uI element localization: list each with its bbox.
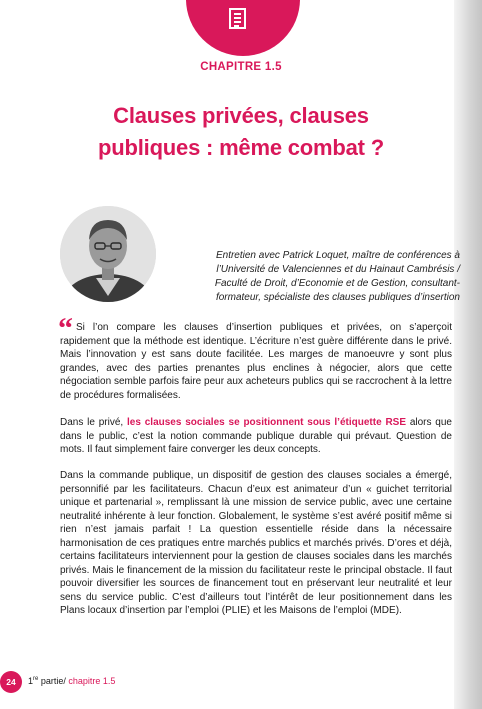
portrait-image <box>60 206 156 302</box>
footer-part-number: 1 <box>28 676 34 686</box>
footer-part-label: partie/ <box>38 676 69 686</box>
document-icon <box>229 8 246 29</box>
paragraph-2 <box>60 416 452 457</box>
paragraph-3: Dans la commande publique, un dispositif de gestion des clauses sociales a émergé, personnifié par les facilitateurs. Chacun d’eux est animateur d’un « guichet territorial unique et partenarial », remplissant là une mission de service public, avec une certaine neutralité inhérente à leur fonction. Globalement, le système s’est avéré positif même si rien n’est jamais parfait ! La question essentielle réside dans la nécessaire harmonisation de ces pratiques entre marchés publics et marchés privés. D’ores et déjà, certains facilitateurs interviennent pour la gestion de clauses sociales dans les marchés privés. Mais le financement de la mission du facilitateur reste le principal obstacle. Il faut pouvoir diversifier les sources de financement tout en préservant leur neutralité et leur sens du service public. C’est d’ailleurs tout l’intérêt de leur positionnement dans les Plans locaux d’insertion par l’emploi (PLIE) et les Maisons de l’emploi (MDE). <box>60 470 452 616</box>
paragraph-2-lead: Dans le privé, <box>60 417 128 428</box>
quote-mark: “ <box>58 312 73 345</box>
paragraph-2-rest: alors que dans le public, c’est la notion commande publique durable qui prévaut. Question de mots. Il faut simplement faire converger les deux concepts. <box>60 417 452 455</box>
intro-line: l’Université de Valenciennes et du Hainaut Cambrésis / <box>216 264 460 275</box>
intro-line: Faculté de Droit, d’Economie et de Gestion, consultant- <box>214 278 460 289</box>
title-line: Clauses privées, clauses <box>113 103 369 128</box>
intro-line: formateur, spécialiste des clauses publiques d’insertion <box>215 292 460 303</box>
footer-part-suffix: re <box>33 676 39 682</box>
interview-intro <box>160 249 460 305</box>
paragraph-1: Si l’on compare les clauses d’insertion publiques et privées, on s’aperçoit rapidement que la méthode est identique. L’écriture n’est guère différente dans le privé. Mais l’innovation y est sans doute facilitée. Les marges de manoeuvre y sont plus grandes, avec des parties prenantes plus enclines à négocier, alors que cette négociation semble parfois faire peur aux acheteurs publics qui se raccrochent à la lettre de procédures formalisées. <box>60 322 452 401</box>
author-portrait <box>60 206 156 302</box>
footer-chapter: chapitre 1.5 <box>68 676 116 686</box>
intro-line: Entretien avec Patrick Loquet, maître de conférences à <box>215 250 460 261</box>
page-number: 24 <box>0 671 22 693</box>
page-title <box>0 100 482 164</box>
paragraph-2-highlight: les clauses sociales se positionnent sous l’étiquette RSE <box>127 417 407 428</box>
footer-breadcrumb <box>28 676 115 686</box>
title-line: publiques : même combat ? <box>98 135 384 160</box>
chapter-label: CHAPITRE 1.5 <box>200 61 282 73</box>
